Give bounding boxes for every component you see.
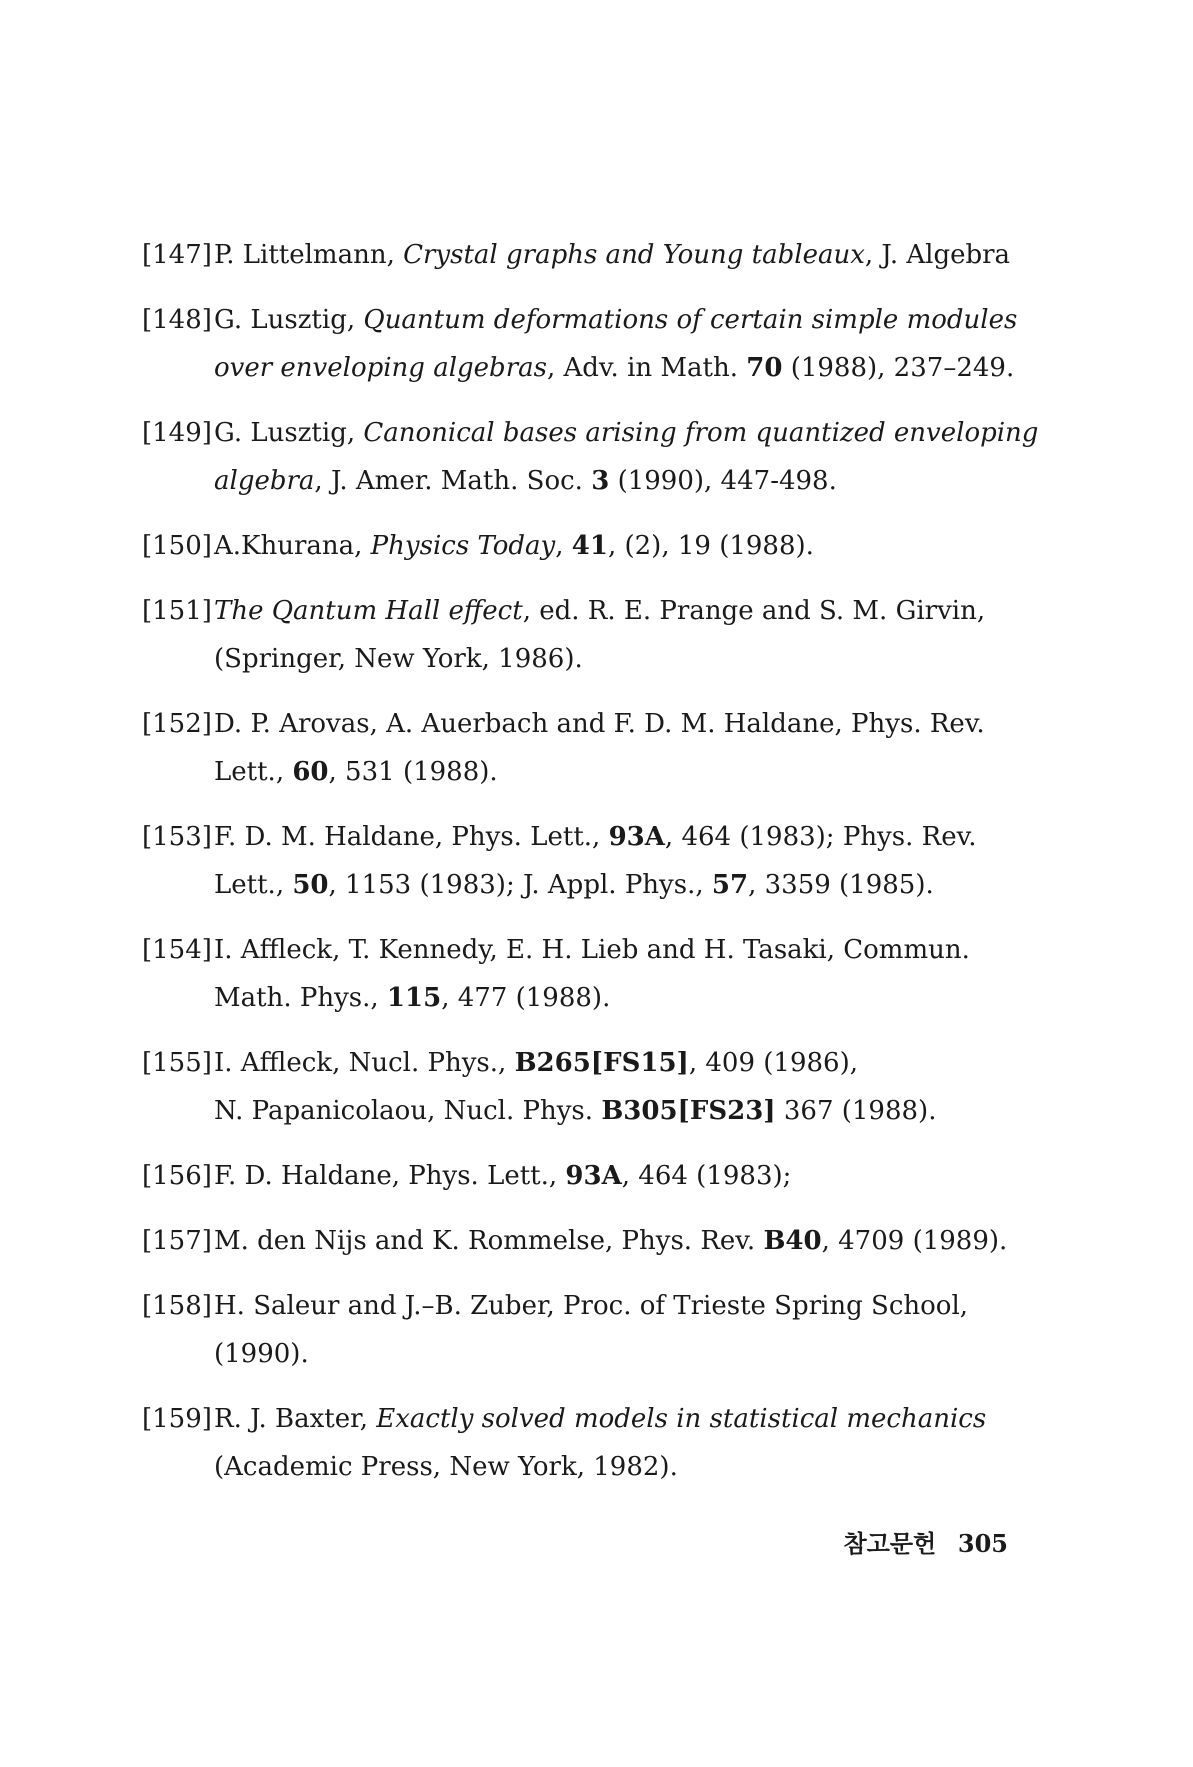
- reference-segment: R. J. Baxter,: [214, 1404, 377, 1434]
- reference-title: Physics Today: [370, 531, 556, 561]
- reference-segment: ,: [555, 531, 572, 561]
- reference-line: [214, 1283, 1012, 1329]
- reference-volume: 93A: [565, 1161, 622, 1191]
- reference-segment: , (2), 19 (1988).: [607, 531, 814, 561]
- reference-line: [214, 814, 1012, 860]
- reference-segment: H. Saleur and J.–B. Zuber, Proc. of Trieste Spring School,: [214, 1291, 969, 1321]
- reference-item: [142, 1283, 1012, 1377]
- reference-title: Canonical bases arising from quantized enveloping: [363, 418, 1039, 448]
- reference-segment: G. Lusztig,: [214, 418, 364, 448]
- reference-volume: 70: [746, 353, 783, 383]
- reference-item: [142, 1218, 1012, 1264]
- reference-segment: , Adv. in Math.: [546, 353, 747, 383]
- reference-text: [214, 701, 1012, 795]
- reference-list: [142, 232, 1039, 1509]
- reference-number: [147]: [142, 240, 212, 270]
- reference-segment: , J. Algebra: [864, 240, 1011, 270]
- page-footer: [844, 1524, 1009, 1559]
- reference-segment: Math. Phys.,: [214, 983, 387, 1013]
- reference-item: [142, 927, 1012, 1021]
- reference-item: [142, 1396, 1012, 1490]
- reference-line: [214, 862, 1012, 908]
- reference-segment: , J. Amer. Math. Soc.: [314, 466, 592, 496]
- reference-segment: G. Lusztig,: [214, 305, 364, 335]
- reference-segment: P. Littelmann,: [214, 240, 404, 270]
- reference-number: [153]: [142, 822, 212, 852]
- reference-segment: , 531 (1988).: [328, 757, 498, 787]
- reference-line: [214, 1396, 1012, 1442]
- reference-number: [152]: [142, 709, 212, 739]
- reference-title: Exactly solved models in statistical mechanics: [376, 1404, 987, 1434]
- reference-number: [156]: [142, 1161, 212, 1191]
- reference-line: [214, 636, 1012, 682]
- reference-segment: (1988), 237–249.: [782, 353, 1015, 383]
- reference-volume: B305[FS23]: [601, 1096, 776, 1126]
- reference-number: [155]: [142, 1048, 212, 1078]
- reference-segment: I. Affleck, T. Kennedy, E. H. Lieb and H. Tasaki, Commun.: [214, 935, 970, 965]
- reference-volume: 93A: [608, 822, 665, 852]
- reference-line: [214, 1331, 1012, 1377]
- reference-line: [214, 975, 1012, 1021]
- reference-line: [214, 588, 1012, 634]
- page-number: 305: [957, 1529, 1008, 1558]
- reference-item: [142, 588, 1012, 682]
- reference-text: [214, 927, 1012, 1021]
- reference-segment: (Academic Press, New York, 1982).: [214, 1452, 678, 1482]
- reference-volume: 41: [571, 531, 608, 561]
- reference-item: [142, 410, 1039, 504]
- reference-item: [142, 1040, 1012, 1134]
- reference-segment: , 409 (1986),: [688, 1048, 858, 1078]
- reference-line: [214, 1444, 1012, 1490]
- reference-segment: (1990), 447-498.: [609, 466, 837, 496]
- footer-section-title: 참고문헌: [843, 1529, 937, 1558]
- reference-segment: D. P. Arovas, A. Auerbach and F. D. M. Haldane, Phys. Rev.: [214, 709, 985, 739]
- reference-item: [142, 232, 1012, 278]
- reference-segment: Lett.,: [214, 870, 293, 900]
- reference-title: The Qantum Hall effect: [214, 596, 523, 626]
- reference-item: [142, 814, 1012, 908]
- reference-segment: , ed. R. E. Prange and S. M. Girvin,: [522, 596, 986, 626]
- reference-item: [142, 297, 1018, 391]
- reference-segment: N. Papanicolaou, Nucl. Phys.: [214, 1096, 602, 1126]
- reference-segment: , 4709 (1989).: [821, 1226, 1008, 1256]
- reference-text: [214, 814, 1012, 908]
- reference-number: [150]: [142, 531, 212, 561]
- reference-text: [214, 588, 1012, 682]
- reference-item: [142, 1153, 1012, 1199]
- reference-segment: (Springer, New York, 1986).: [214, 644, 583, 674]
- reference-segment: F. D. M. Haldane, Phys. Lett.,: [214, 822, 609, 852]
- reference-segment: , 464 (1983); Phys. Rev.: [664, 822, 977, 852]
- reference-line: [214, 749, 1012, 795]
- reference-title: algebra: [214, 466, 315, 496]
- reference-text: [214, 1218, 1012, 1264]
- reference-text: [214, 1283, 1012, 1377]
- reference-text: [214, 410, 1038, 504]
- reference-segment: , 464 (1983);: [621, 1161, 792, 1191]
- reference-segment: 367 (1988).: [775, 1096, 937, 1126]
- reference-line: [214, 1088, 1012, 1134]
- reference-line: [214, 1218, 1012, 1264]
- reference-title: Crystal graphs and Young tableaux: [403, 240, 865, 270]
- reference-volume: 50: [292, 870, 329, 900]
- reference-text: [214, 523, 1012, 569]
- reference-number: [159]: [142, 1404, 212, 1434]
- reference-segment: I. Affleck, Nucl. Phys.,: [214, 1048, 515, 1078]
- reference-segment: M. den Nijs and K. Rommelse, Phys. Rev.: [214, 1226, 764, 1256]
- reference-text: [214, 1153, 1012, 1199]
- reference-segment: (1990).: [214, 1339, 309, 1369]
- reference-item: [142, 523, 1012, 569]
- reference-line: [214, 345, 1017, 391]
- reference-text: [214, 1396, 1012, 1490]
- reference-line: [214, 232, 1012, 278]
- reference-number: [158]: [142, 1291, 212, 1321]
- reference-segment: F. D. Haldane, Phys. Lett.,: [214, 1161, 566, 1191]
- reference-volume: B265[FS15]: [514, 1048, 689, 1078]
- reference-volume: 115: [386, 983, 442, 1013]
- reference-item: [142, 701, 1012, 795]
- reference-line: [214, 410, 1038, 456]
- reference-number: [151]: [142, 596, 212, 626]
- reference-volume: 60: [292, 757, 329, 787]
- reference-number: [149]: [142, 418, 212, 448]
- reference-volume: 3: [591, 466, 610, 496]
- reference-line: [214, 1153, 1012, 1199]
- reference-line: [214, 701, 1012, 747]
- reference-title: Quantum deformations of certain simple modules: [363, 305, 1018, 335]
- reference-volume: 57: [711, 870, 749, 900]
- reference-number: [154]: [142, 935, 212, 965]
- reference-number: [157]: [142, 1226, 212, 1256]
- reference-text: [214, 297, 1017, 391]
- reference-segment: A.Khurana,: [214, 531, 371, 561]
- reference-segment: Lett.,: [214, 757, 293, 787]
- reference-line: [214, 297, 1017, 343]
- reference-text: [214, 1040, 1012, 1134]
- reference-segment: , 3359 (1985).: [748, 870, 934, 900]
- reference-line: [214, 523, 1012, 569]
- reference-line: [214, 927, 1012, 973]
- reference-title: over enveloping algebras: [214, 353, 547, 383]
- reference-line: [214, 1040, 1012, 1086]
- reference-segment: , 477 (1988).: [441, 983, 611, 1013]
- reference-line: [214, 458, 1038, 504]
- reference-segment: , 1153 (1983); J. Appl. Phys.,: [328, 870, 712, 900]
- reference-number: [148]: [142, 305, 212, 335]
- reference-text: [214, 232, 1012, 278]
- reference-volume: B40: [763, 1226, 822, 1256]
